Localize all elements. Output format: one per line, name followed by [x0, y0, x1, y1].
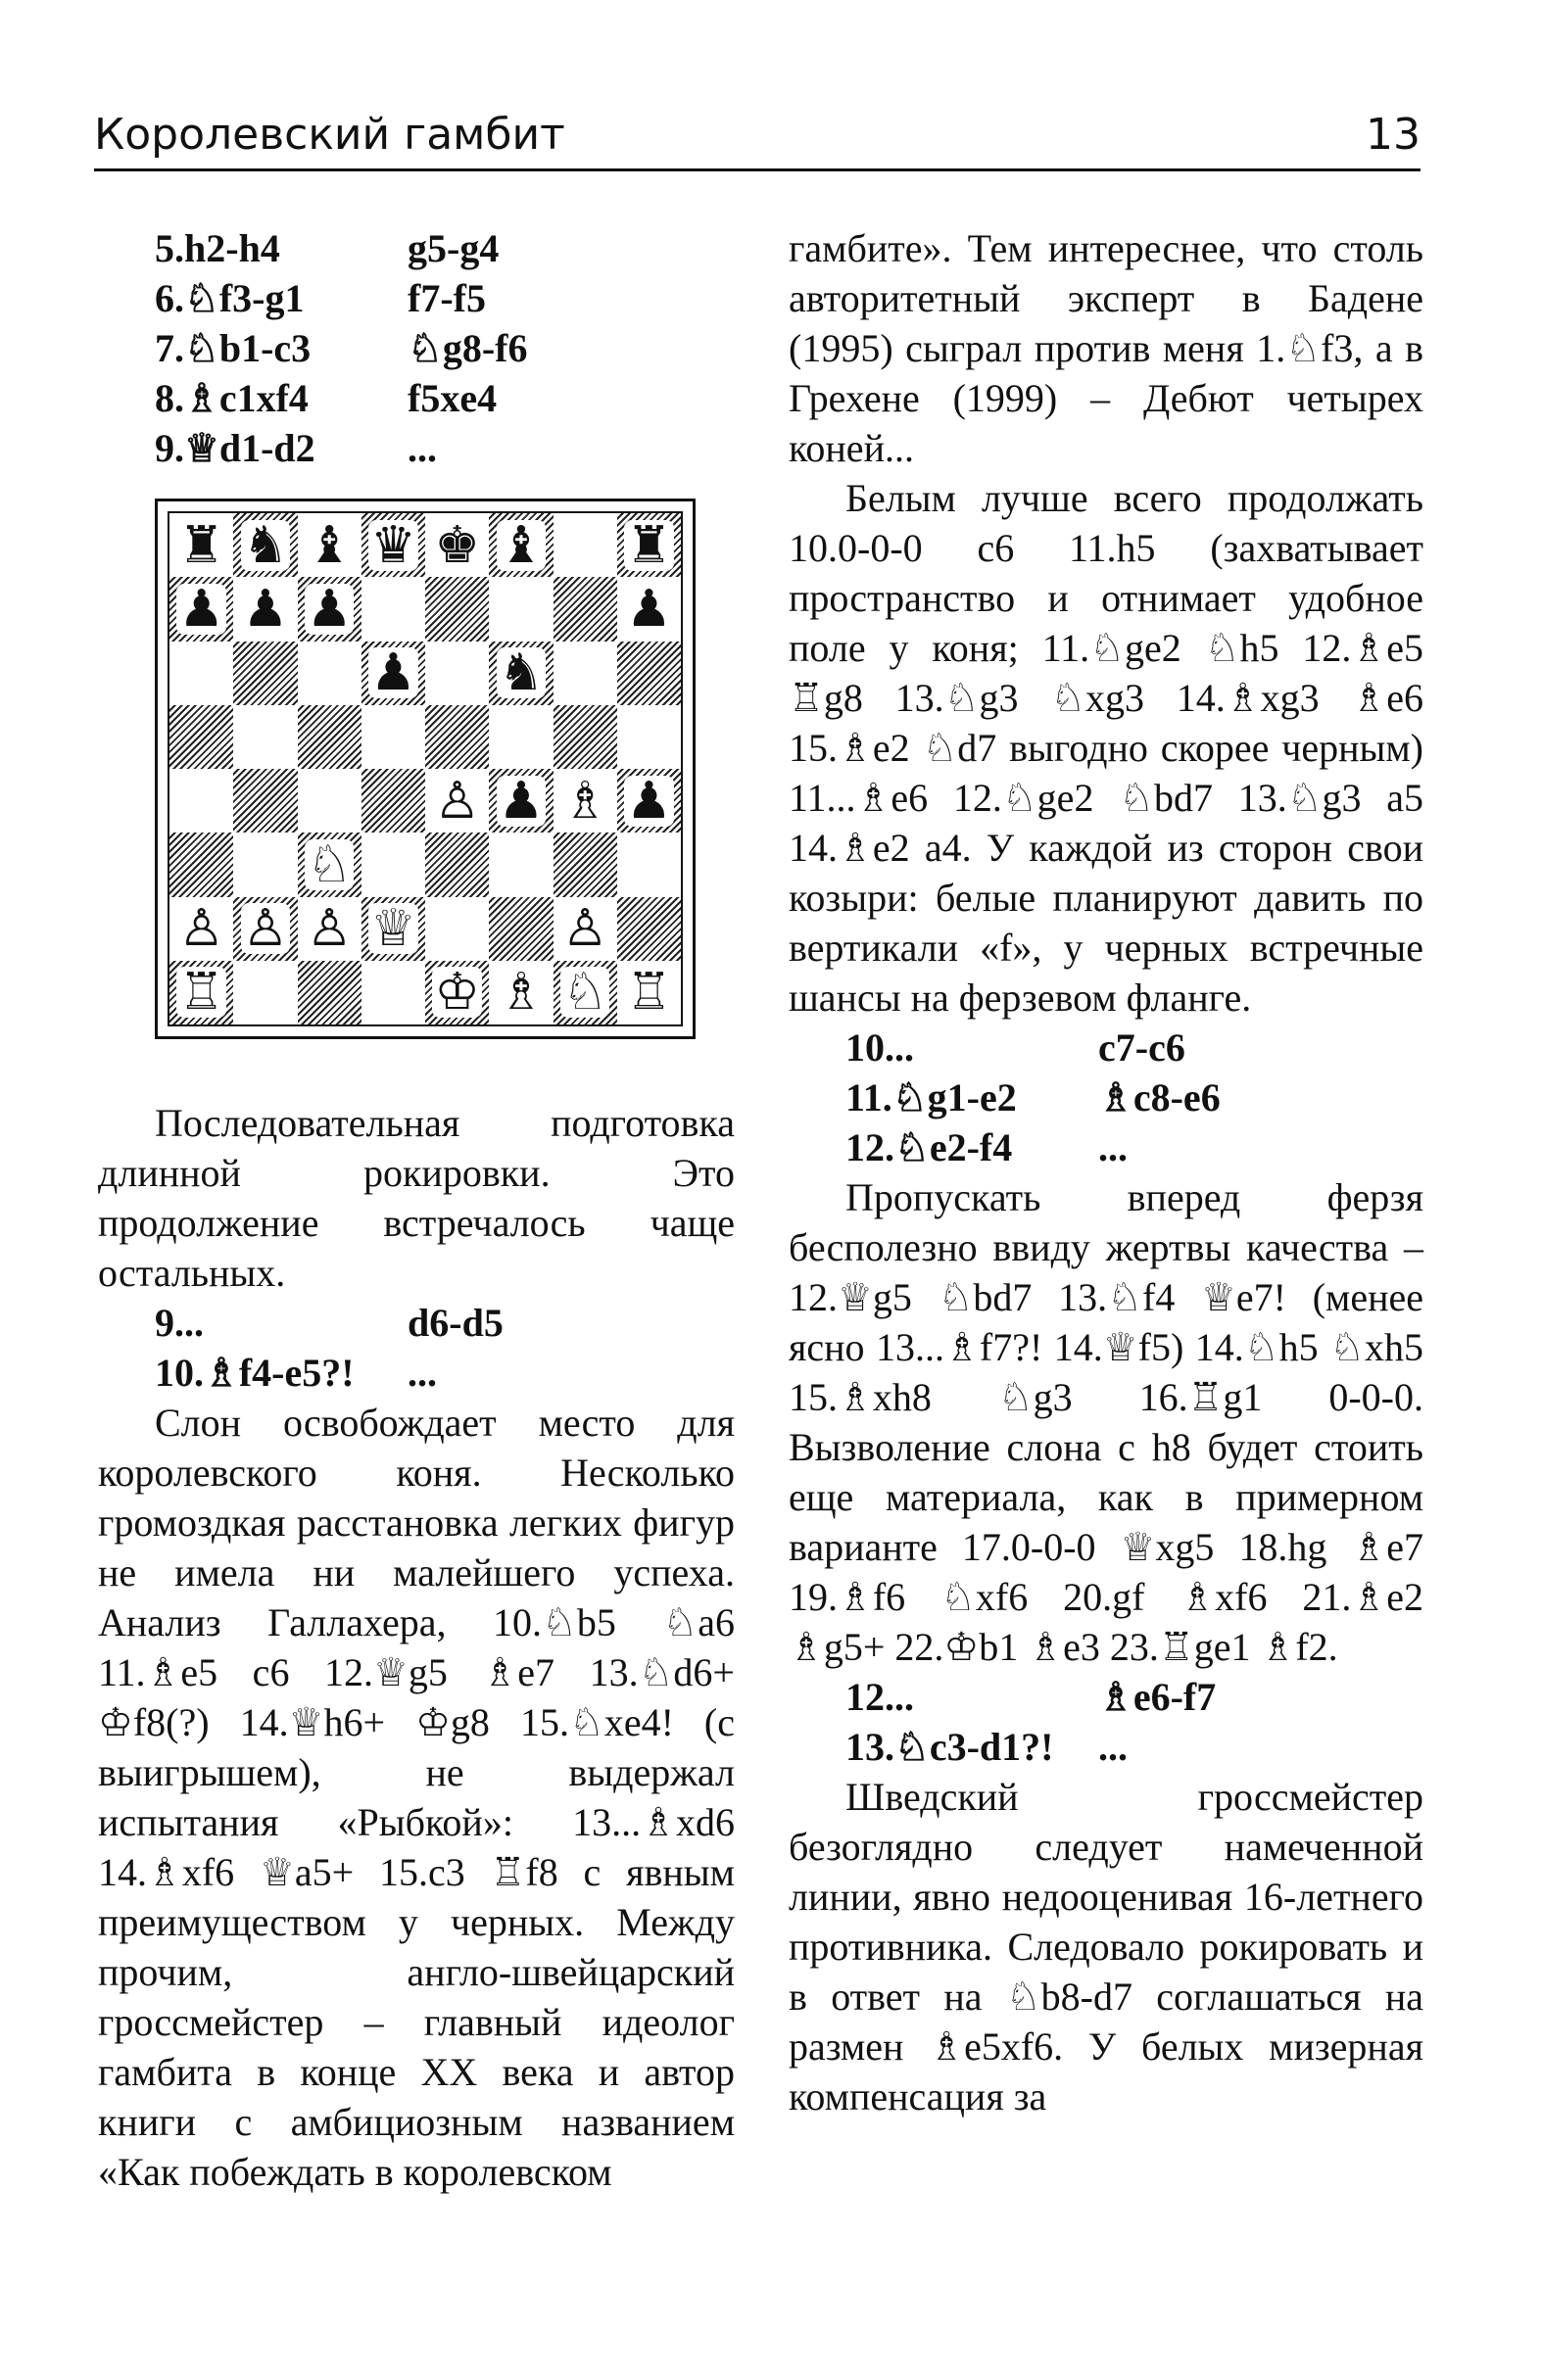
square-g2 [554, 897, 617, 961]
chess-piece-icon: ♖ [626, 963, 672, 1023]
square-c4 [298, 769, 361, 833]
square-c2 [298, 897, 361, 961]
square-a7 [169, 577, 233, 641]
chess-piece-icon: ♙ [178, 899, 224, 959]
square-f8 [489, 513, 553, 577]
square-d6 [361, 642, 425, 705]
square-e3 [425, 833, 489, 896]
chess-diagram [155, 499, 696, 1039]
chess-piece-icon: ♞ [242, 515, 289, 575]
black-move: f7-f5 [408, 276, 486, 320]
square-f5 [489, 705, 553, 769]
white-move: 9... [155, 1301, 204, 1345]
white-move: 10... [845, 1025, 914, 1070]
square-g6 [554, 642, 617, 705]
black-move: c7-c6 [1098, 1025, 1185, 1070]
square-h1 [617, 961, 681, 1024]
square-c5 [298, 705, 361, 769]
square-e5 [425, 705, 489, 769]
square-g7 [554, 577, 617, 641]
square-a4 [169, 769, 233, 833]
square-b8 [233, 513, 297, 577]
square-h2 [617, 897, 681, 961]
square-g1 [554, 961, 617, 1024]
commentary-paragraph: гамбите». Тем интереснее, что столь авторитетный эксперт в Бадене (1995) сыграл против меня 1.♘f3, а в Грехене (1999) – Дебют четырех коней... [789, 226, 1423, 470]
chess-piece-icon: ♕ [370, 899, 416, 959]
commentary-paragraph: Шведский гроссмейстер безоглядно следует намеченной линии, явно недооценивая 16-летнего противника. Следовало рокировать и в ответ на ♘b8-d7 соглашаться на размен ♗e5xf6. У белых мизерная компенсация за [789, 1775, 1423, 2118]
square-f7 [489, 577, 553, 641]
square-e4 [425, 769, 489, 833]
square-a3 [169, 833, 233, 896]
square-a8 [169, 513, 233, 577]
move-line [789, 1072, 1423, 1122]
chess-piece-icon: ♟ [306, 579, 353, 639]
square-e8 [425, 513, 489, 577]
black-move: ♗c8-e6 [1098, 1075, 1221, 1119]
chess-piece-icon: ♛ [370, 515, 416, 575]
square-g3 [554, 833, 617, 896]
square-d4 [361, 769, 425, 833]
square-a6 [169, 642, 233, 705]
black-move: ♘g8-f6 [408, 326, 528, 370]
move-line [789, 1023, 1423, 1072]
commentary-paragraph: Белым лучше всего продолжать 10.0-0-0 c6 11.h5 (захватывает пространство и отнимает удобное поле у коня; 11.♘ge2 ♘h5 12.♗e5 ♖g8 13.♘g3 ♘xg3 14.♗xg3 ♗e6 15.♗e2 ♘d7 выгодно скорее черным) 11...♗e6 12.♘ge2 ♘bd7 13.♘g3 a5 14.♗e2 a4. У каждой из сторон свои козыри: белые планируют давить по вертикали «f», у черных встречные шансы на ферзевом фланге. [789, 476, 1423, 1020]
square-h6 [617, 642, 681, 705]
white-move: 13.♘c3-d1?! [845, 1725, 1054, 1769]
commentary-paragraph: Последовательная подготовка длинной рокировки. Это продолжение встречалось чаще остальных. [98, 1101, 735, 1295]
black-move: ... [408, 426, 437, 470]
chess-piece-icon: ♜ [626, 515, 672, 575]
square-b1 [233, 961, 297, 1024]
page-number: 13 [1366, 110, 1421, 160]
square-d5 [361, 705, 425, 769]
chess-piece-icon: ♔ [434, 963, 480, 1023]
chess-board [168, 511, 683, 1026]
square-b7 [233, 577, 297, 641]
move-line [98, 373, 735, 423]
square-c1 [298, 961, 361, 1024]
move-line [789, 1722, 1423, 1772]
square-b5 [233, 705, 297, 769]
black-move: ♗e6-f7 [1098, 1675, 1217, 1719]
move-line [789, 1122, 1423, 1172]
chess-piece-icon: ♟ [370, 643, 416, 703]
move-line [98, 1298, 735, 1348]
book-title: Королевский гамбит [94, 110, 565, 160]
chess-piece-icon: ♙ [242, 899, 289, 959]
running-header [94, 108, 1421, 171]
square-c6 [298, 642, 361, 705]
square-b2 [233, 897, 297, 961]
move-line [789, 1672, 1423, 1722]
white-move: 12.♘e2-f4 [845, 1125, 1013, 1169]
white-move: 9.♕d1-d2 [155, 426, 315, 470]
square-d1 [361, 961, 425, 1024]
black-move: ... [1098, 1725, 1128, 1769]
move-line [98, 1348, 735, 1398]
square-e1 [425, 961, 489, 1024]
chess-piece-icon: ♖ [178, 963, 224, 1023]
chess-piece-icon: ♝ [306, 515, 353, 575]
square-d3 [361, 833, 425, 896]
chess-piece-icon: ♟ [178, 579, 224, 639]
chess-piece-icon: ♘ [561, 963, 608, 1023]
white-move: 5.h2-h4 [155, 226, 280, 270]
opening-moves [98, 223, 735, 473]
white-move: 7.♘b1-c3 [155, 326, 312, 370]
right-column [789, 223, 1423, 2121]
chess-piece-icon: ♟ [626, 579, 672, 639]
square-a2 [169, 897, 233, 961]
square-b4 [233, 769, 297, 833]
square-f6 [489, 642, 553, 705]
black-move: ... [1098, 1125, 1128, 1169]
chess-piece-icon: ♝ [498, 515, 545, 575]
chess-piece-icon: ♗ [498, 963, 545, 1023]
square-d2 [361, 897, 425, 961]
chess-piece-icon: ♘ [306, 834, 353, 894]
square-g4 [554, 769, 617, 833]
commentary-paragraph: Слон освобождает место для королевского коня. Несколько громоздкая расстановка легких фигур не имела ни малейшего успеха. Анализ Галлахера, 10.♘b5 ♘a6 11.♗e5 c6 12.♕g5 ♗e7 13.♘d6+ ♔f8(?) 14.♕h6+ ♔g8 15.♘xe4! (с выигрышем), не выдержал испытания «Рыбкой»: 13...♗xd6 14.♗xf6 ♕a5+ 15.c3 ♖f8 с явным преимуществом у черных. Между прочим, англо-швейцарский гроссмейстер – главный идеолог гамбита в конце XX века и автор книги с амбициозным названием «Как побеждать в королевском [98, 1401, 735, 2194]
square-c8 [298, 513, 361, 577]
square-h8 [617, 513, 681, 577]
white-move: 6.♘f3-g1 [155, 276, 305, 320]
square-e7 [425, 577, 489, 641]
chess-piece-icon: ♙ [306, 899, 353, 959]
square-f1 [489, 961, 553, 1024]
square-a5 [169, 705, 233, 769]
square-e2 [425, 897, 489, 961]
black-move: g5-g4 [408, 226, 500, 270]
square-c3 [298, 833, 361, 896]
white-move: 11.♘g1-e2 [845, 1075, 1017, 1119]
chess-piece-icon: ♟ [242, 579, 289, 639]
chess-piece-icon: ♜ [178, 515, 224, 575]
white-move: 10.♗f4-e5?! [155, 1351, 355, 1395]
square-d7 [361, 577, 425, 641]
chess-piece-icon: ♟ [626, 771, 672, 831]
black-move: ... [408, 1351, 437, 1395]
move-line [98, 423, 735, 473]
chess-piece-icon: ♚ [434, 515, 480, 575]
square-h3 [617, 833, 681, 896]
square-b3 [233, 833, 297, 896]
left-column [98, 223, 735, 2197]
chess-piece-icon: ♙ [434, 771, 480, 831]
square-f4 [489, 769, 553, 833]
chess-piece-icon: ♙ [561, 899, 608, 959]
square-g8 [554, 513, 617, 577]
square-a1 [169, 961, 233, 1024]
black-move: f5xe4 [408, 376, 498, 420]
white-move: 12... [845, 1675, 914, 1719]
square-e6 [425, 642, 489, 705]
commentary-paragraph: Пропускать вперед ферзя бесполезно ввиду жертвы качества – 12.♕g5 ♘bd7 13.♘f4 ♕e7! (менее ясно 13...♗f7?! 14.♕f5) 14.♘h5 ♘xh5 15.♗xh8 ♘g3 16.♖g1 0-0-0. Вызволение слона с h8 будет стоить еще материала, как в примерном варианте 17.0-0-0 ♕xg5 18.hg ♗e7 19.♗f6 ♘xf6 20.gf ♗xf6 21.♗e2 ♗g5+ 22.♔b1 ♗e3 23.♖ge1 ♗f2. [789, 1175, 1423, 1669]
square-h5 [617, 705, 681, 769]
square-d8 [361, 513, 425, 577]
square-c7 [298, 577, 361, 641]
square-f2 [489, 897, 553, 961]
chess-piece-icon: ♟ [498, 771, 545, 831]
white-move: 8.♗c1xf4 [155, 376, 309, 420]
move-line [98, 223, 735, 273]
square-b6 [233, 642, 297, 705]
square-f3 [489, 833, 553, 896]
move-line [98, 323, 735, 373]
square-h7 [617, 577, 681, 641]
black-move: d6-d5 [408, 1301, 504, 1345]
move-line [98, 273, 735, 323]
chess-piece-icon: ♗ [561, 771, 608, 831]
square-g5 [554, 705, 617, 769]
chess-piece-icon: ♞ [498, 643, 545, 703]
square-h4 [617, 769, 681, 833]
